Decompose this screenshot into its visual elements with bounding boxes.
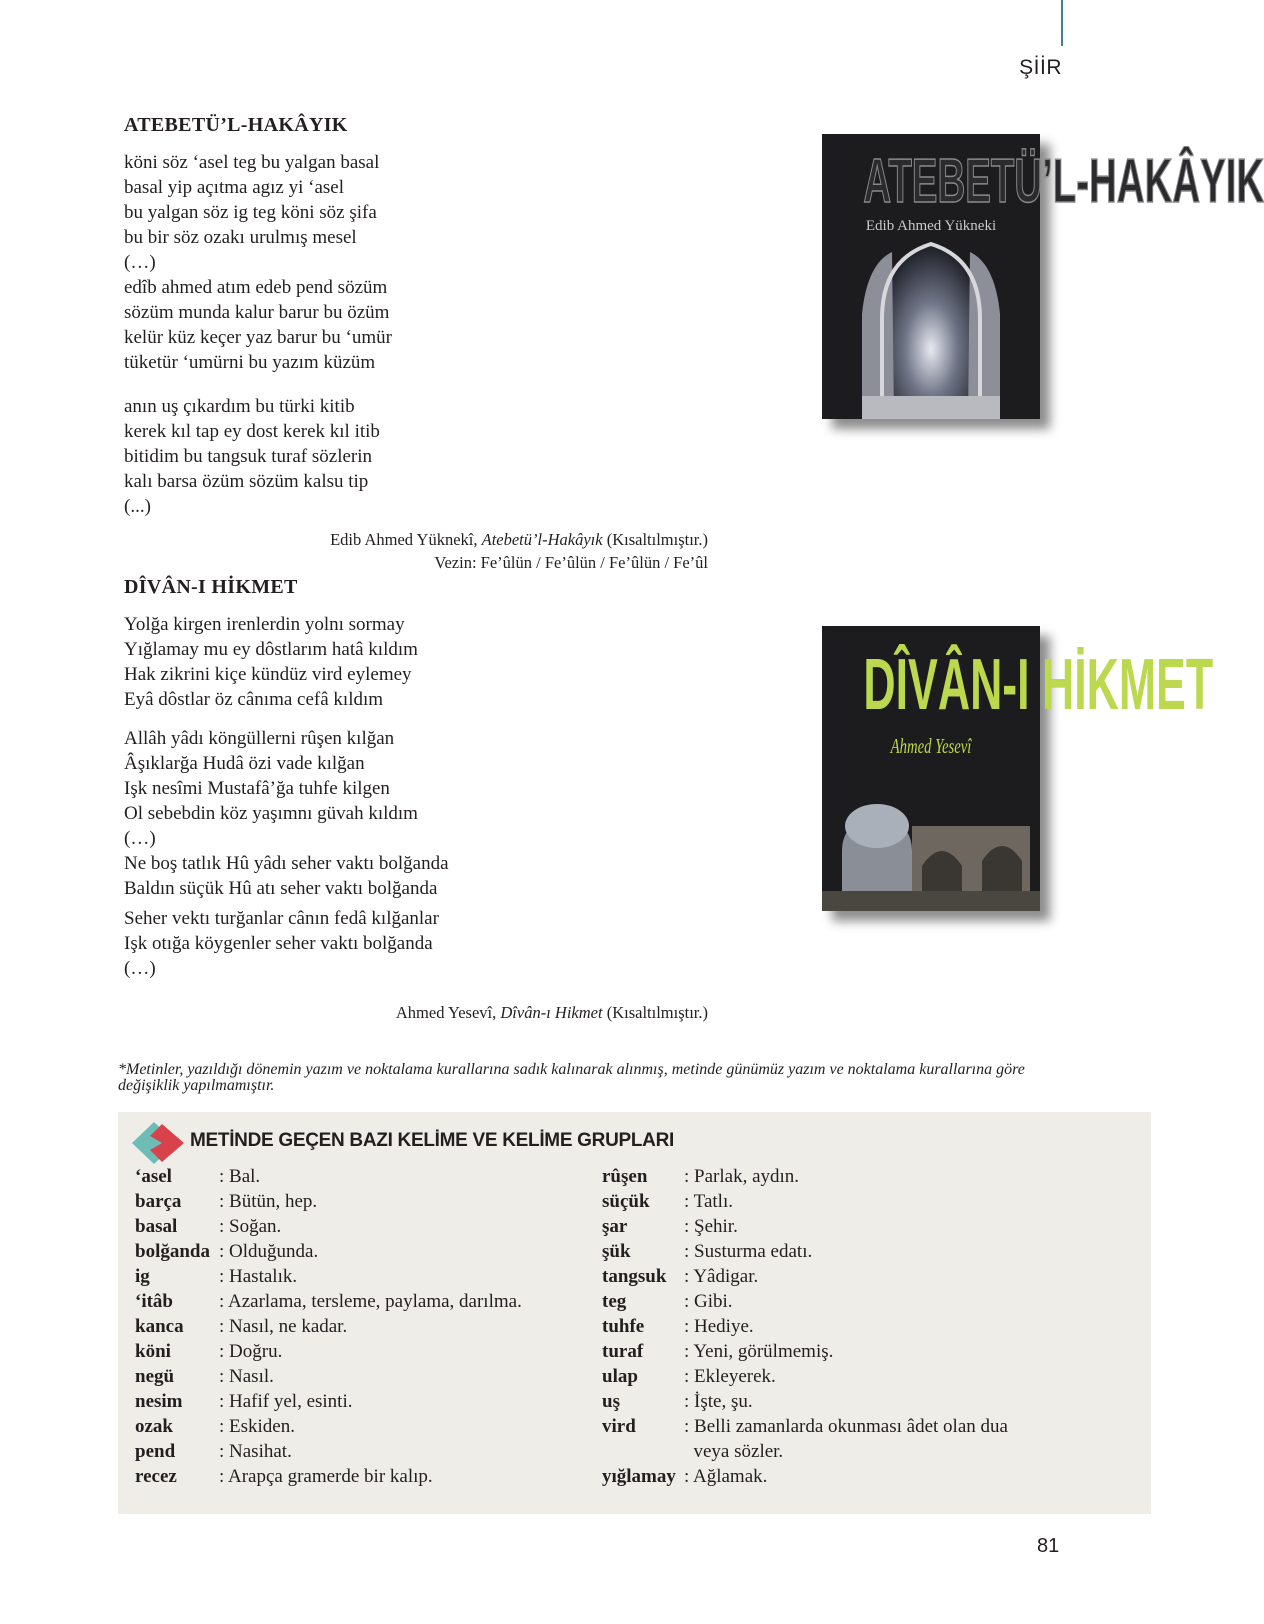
glossary-definition: : Parlak, aydın. <box>684 1166 800 1187</box>
verse-line: Baldın süçük Hû atı seher vaktı bolğanda <box>124 878 438 899</box>
glossary-entry <box>602 1339 1008 1364</box>
glossary-definition: : Nasihat. <box>219 1441 292 1462</box>
glossary-entry <box>135 1264 522 1289</box>
glossary-term: köni <box>135 1341 171 1362</box>
glossary-entry <box>135 1464 522 1489</box>
verse-line: (…) <box>124 252 156 273</box>
verse-line: (...) <box>124 496 151 517</box>
glossary-definition: : Nasıl. <box>219 1366 274 1387</box>
glossary-entry <box>135 1389 522 1414</box>
glossary-definition: : Nasıl, ne kadar. <box>219 1316 348 1337</box>
glossary-term: ‘asel <box>135 1166 172 1187</box>
glossary-entry <box>602 1414 1008 1439</box>
glossary-definition: : Tatlı. <box>684 1191 733 1212</box>
poem1-source-note: (Kısaltılmıştır.) <box>602 530 708 549</box>
glossary-definition: : Şehir. <box>684 1216 738 1237</box>
poem1-source-work: Atebetü’l-Hakâyık <box>481 530 603 549</box>
verse-line: basal yip açıtma agız yi ‘asel <box>124 177 344 198</box>
poem1-source-author: Edib Ahmed Yüknekî, <box>330 530 482 549</box>
glossary-term: süçük <box>602 1191 650 1212</box>
glossary-term: turaf <box>602 1341 644 1362</box>
glossary-definition: : Azarlama, tersleme, paylama, darılma. <box>219 1291 522 1312</box>
cover2-author: Ahmed Yesevî <box>890 734 972 758</box>
poem1-title: ATEBETÜ’L-HAKÂYIK <box>124 114 348 136</box>
glossary-definition: : Ağlamak. <box>684 1466 768 1487</box>
glossary-entry <box>602 1314 1008 1339</box>
glossary-entry <box>135 1189 522 1214</box>
verse-line: edîb ahmed atım edeb pend sözüm <box>124 277 388 298</box>
glossary-definition: veya sözler. <box>684 1441 784 1462</box>
glossary-term: basal <box>135 1216 178 1237</box>
verse-line: Hak zikrini kiçe kündüz vird eylemey <box>124 664 412 685</box>
glossary-definition: : Hediye. <box>684 1316 754 1337</box>
verse-line: kalı barsa özüm sözüm kalsu tip <box>124 471 369 492</box>
glossary-term: kanca <box>135 1316 184 1337</box>
verse-line: bu bir söz ozakı urulmış mesel <box>124 227 357 248</box>
glossary-term: recez <box>135 1466 177 1487</box>
poem1-source <box>330 528 708 551</box>
poem1-stanza2 <box>124 394 380 519</box>
book-cover-atebetul-hakayik <box>822 134 1264 419</box>
verse-line: köni söz ‘asel teg bu yalgan basal <box>124 152 380 173</box>
glossary-entry <box>135 1439 522 1464</box>
glossary-definition: : Yâdigar. <box>684 1266 759 1287</box>
glossary-definition: : Olduğunda. <box>219 1241 319 1262</box>
glossary-entry <box>602 1289 1008 1314</box>
glossary-definition: : Doğru. <box>219 1341 283 1362</box>
glossary-entry <box>602 1214 1008 1239</box>
glossary-entry <box>135 1214 522 1239</box>
page-number: 81 <box>1037 1535 1060 1557</box>
verse-line: sözüm munda kalur barur bu özüm <box>124 302 390 323</box>
glossary-term: bolğanda <box>135 1241 210 1262</box>
glossary-entry <box>135 1339 522 1364</box>
glossary-entry <box>602 1264 1008 1289</box>
glossary-definition: : Hastalık. <box>219 1266 298 1287</box>
glossary-entry <box>602 1439 1008 1464</box>
glossary-term: pend <box>135 1441 176 1462</box>
glossary-term: ‘itâb <box>135 1291 173 1312</box>
poem2-source-work: Dîvân-ı Hikmet <box>500 1003 603 1022</box>
cover1-title: ATEBETÜ’L-HAKÂYIK <box>863 147 1264 216</box>
glossary-term <box>602 1439 684 1464</box>
glossary-term: şar <box>602 1216 628 1237</box>
glossary-definition: : Gibi. <box>684 1291 733 1312</box>
glossary-heading: METİNDE GEÇEN BAZI KELİME VE KELİME GRUPLARI <box>190 1130 674 1151</box>
glossary-term: tuhfe <box>602 1316 645 1337</box>
glossary-term: rûşen <box>602 1166 648 1187</box>
glossary-definition: : Yeni, görülmemiş. <box>684 1341 834 1362</box>
glossary-term: teg <box>602 1291 627 1312</box>
glossary-definition: : Ekleyerek. <box>684 1366 776 1387</box>
diamond-bullet-icon <box>130 1120 186 1166</box>
glossary-definition: : Susturma edatı. <box>684 1241 813 1262</box>
glossary-entry <box>602 1389 1008 1414</box>
glossary-term: şük <box>602 1241 631 1262</box>
glossary-term: ozak <box>135 1416 173 1437</box>
verse-line: Işk otığa köygenler seher vaktı bolğanda <box>124 933 433 954</box>
glossary-entry <box>135 1164 522 1189</box>
glossary-entry <box>135 1314 522 1339</box>
verse-line: tüketür ‘umürni bu yazım küzüm <box>124 352 376 373</box>
glossary-term: yığlamay <box>602 1466 676 1487</box>
glossary-definition: : Arapça gramerde bir kalıp. <box>219 1466 433 1487</box>
poem2-source <box>396 1001 708 1024</box>
glossary-entry <box>602 1164 1008 1189</box>
verse-line: (…) <box>124 958 156 979</box>
verse-line: (…) <box>124 828 156 849</box>
top-rule <box>1061 0 1063 46</box>
glossary-definition: : Bütün, hep. <box>219 1191 318 1212</box>
verse-line: kerek kıl tap ey dost kerek kıl itib <box>124 421 380 442</box>
glossary-term: negü <box>135 1366 175 1387</box>
glossary-entry <box>135 1364 522 1389</box>
verse-line: Işk nesîmi Mustafâ’ğa tuhfe kilgen <box>124 778 390 799</box>
glossary-term: vird <box>602 1416 636 1437</box>
glossary-definition: : Bal. <box>219 1166 261 1187</box>
poem2-source-author: Ahmed Yesevî, <box>395 1003 501 1022</box>
book-cover-divan-i-hikmet <box>822 626 1214 911</box>
poem1-meter: Vezin: Fe’ûlün / Fe’ûlün / Fe’ûlün / Fe’ûl <box>434 553 708 572</box>
poem2-stanza3 <box>124 906 439 981</box>
glossary-term: ulap <box>602 1366 638 1387</box>
verse-line: Seher vektı turğanlar cânın fedâ kılğanlar <box>124 908 439 929</box>
verse-line: Allâh yâdı köngüllerni rûşen kılğan <box>124 728 395 749</box>
glossary-term: tangsuk <box>602 1266 667 1287</box>
verse-line: bu yalgan söz ig teg köni söz şifa <box>124 202 377 223</box>
glossary-term: uş <box>602 1391 620 1412</box>
verse-line: Ne boş tatlık Hû yâdı seher vaktı bolğanda <box>124 853 449 874</box>
glossary-definition: : İşte, şu. <box>684 1391 753 1412</box>
editorial-note: *Metinler, yazıldığı dönemin yazım ve noktalama kurallarına sadık kalınarak alınmış, metinde günümüz yazım ve noktalama kurallarına göre değişiklik yapılmamıştır. <box>118 1061 1025 1094</box>
glossary-entry <box>602 1239 1008 1264</box>
glossary-term: barça <box>135 1191 182 1212</box>
cover2-title: DÎVÂN-I HİKMET <box>863 645 1214 725</box>
glossary-definition: : Hafif yel, esinti. <box>219 1391 353 1412</box>
glossary-right-column <box>602 1164 1008 1489</box>
glossary-term: ig <box>135 1266 150 1287</box>
poem2-source-note: (Kısaltılmıştır.) <box>602 1003 708 1022</box>
glossary-definition: : Soğan. <box>219 1216 282 1237</box>
verse-line: Ol sebebdin köz yaşımnı güvah kıldım <box>124 803 418 824</box>
poem2-title: DÎVÂN-I HİKMET <box>124 576 298 598</box>
glossary-entry <box>135 1239 522 1264</box>
glossary-entry <box>602 1189 1008 1214</box>
mausoleum-image <box>822 626 1214 911</box>
verse-line: Yığlamay mu ey dôstlarım hatâ kıldım <box>124 639 418 660</box>
glossary-entry <box>135 1414 522 1439</box>
cover1-author: Edib Ahmed Yükneki <box>865 218 997 234</box>
verse-line: Yolğa kirgen irenlerdin yolnı sormay <box>124 614 405 635</box>
poem2-stanza1 <box>124 612 418 712</box>
verse-line: anın uş çıkardım bu türki kitib <box>124 396 355 417</box>
verse-line: kelür küz keçer yaz barur bu ‘umür <box>124 327 392 348</box>
glossary-term: nesim <box>135 1391 183 1412</box>
glossary-entry <box>602 1464 1008 1489</box>
glossary-entry <box>602 1364 1008 1389</box>
verse-line: bitidim bu tangsuk turaf sözlerin <box>124 446 373 467</box>
glossary-entry <box>135 1289 522 1314</box>
section-label: ŞİİR <box>1019 56 1062 79</box>
verse-line: Âşıklarğa Hudâ özi vade kılğan <box>124 753 365 774</box>
glossary-definition: : Eskiden. <box>219 1416 295 1437</box>
poem1-stanza1 <box>124 150 392 375</box>
glossary-left-column <box>135 1164 522 1489</box>
verse-line: Eyâ dôstlar öz cânıma cefâ kıldım <box>124 689 384 710</box>
poem2-stanza2 <box>124 726 449 901</box>
glossary-definition: : Belli zamanlarda okunması âdet olan dua <box>684 1416 1008 1437</box>
